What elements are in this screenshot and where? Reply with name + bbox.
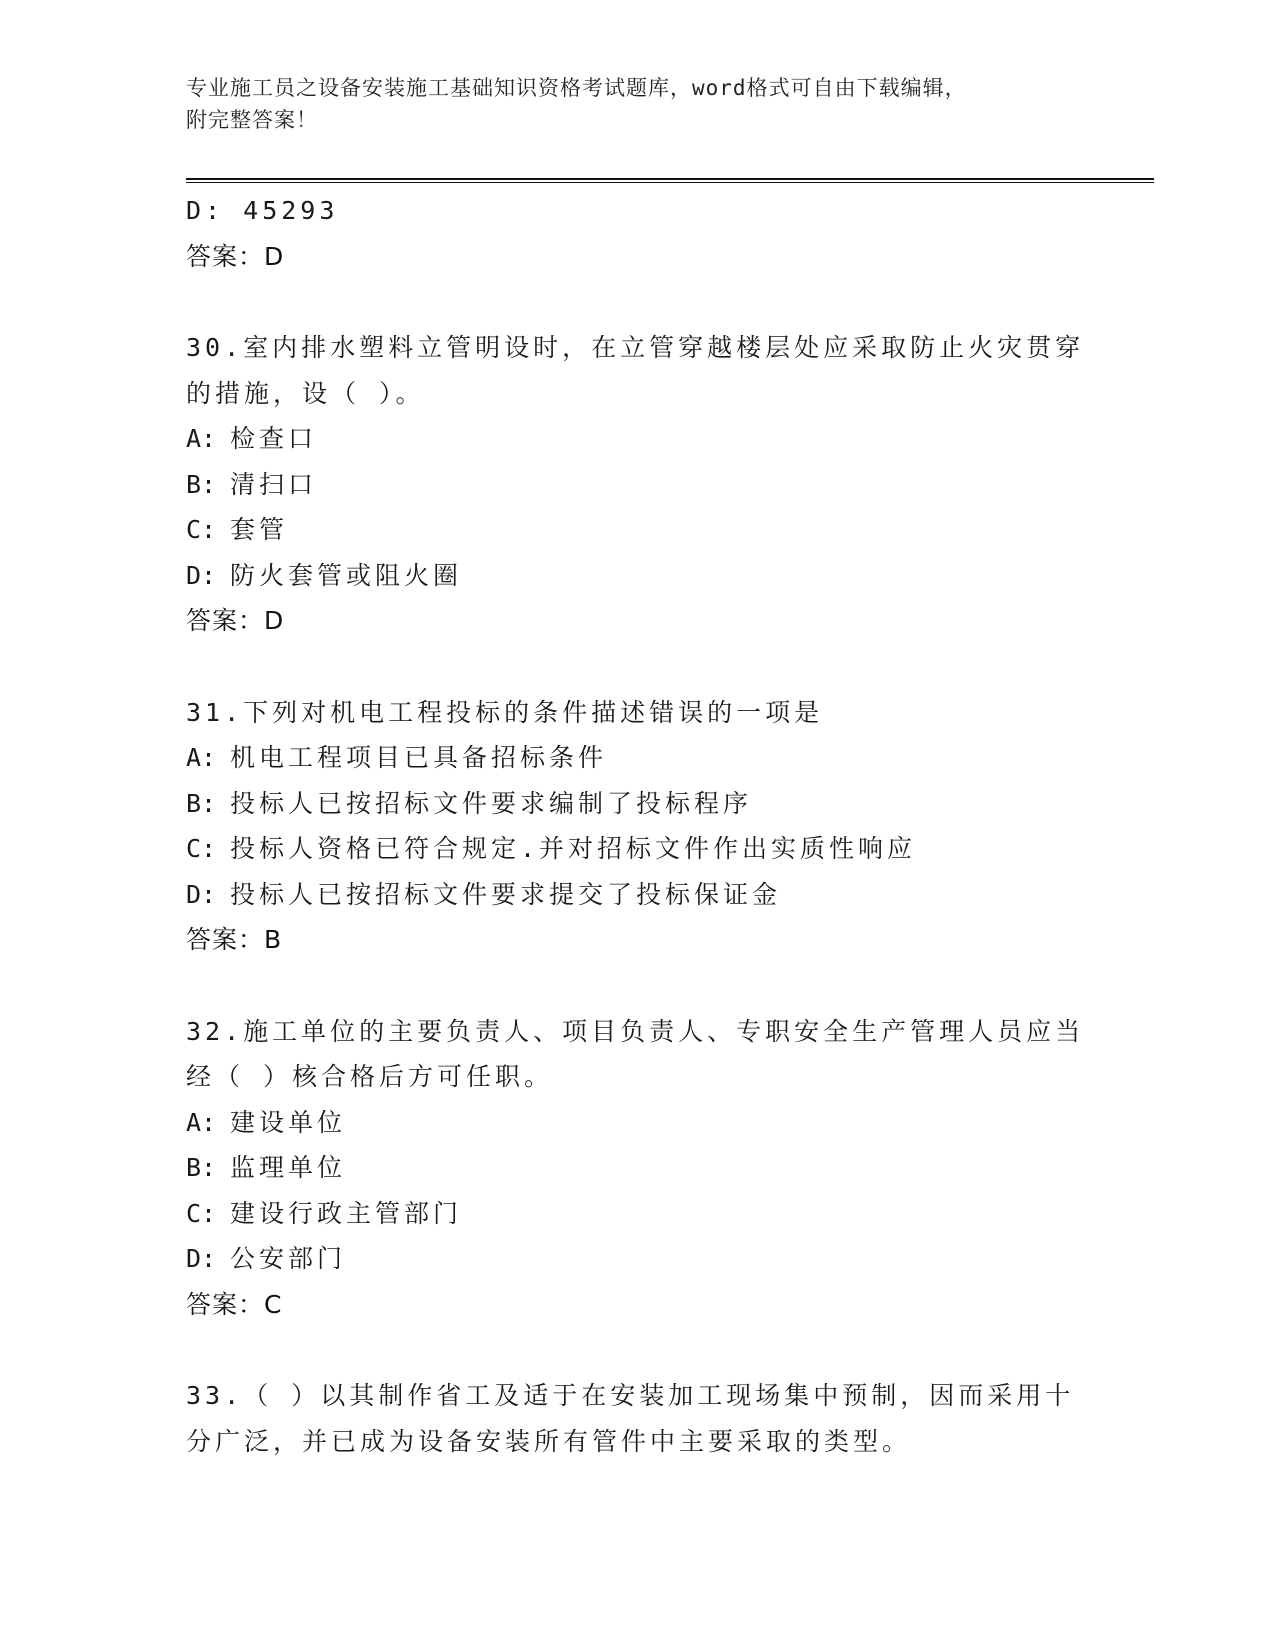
question-block-33 <box>186 1373 1086 1464</box>
option-key: C: <box>186 1198 217 1228</box>
option-text: 公安部门 <box>230 1244 347 1273</box>
question-stem-line: 分广泛，并已成为设备安装所有管件中主要采取的类型。 <box>186 1426 912 1456</box>
answer-line: 答案：D <box>186 606 285 635</box>
header-line-1: 专业施工员之设备安装施工基础知识资格考试题库，word格式可自由下载编辑， <box>186 76 967 100</box>
spacer <box>186 963 1086 1009</box>
option-d <box>186 1236 1086 1282</box>
answer-line: 答案：C <box>186 1289 283 1319</box>
option-text: 检查口 <box>230 424 318 453</box>
option-a <box>186 416 1086 462</box>
option-text: 投标人已按招标文件要求编制了投标程序 <box>230 788 753 818</box>
option-text: 监理单位 <box>230 1153 347 1182</box>
spacer <box>186 279 1086 325</box>
option-d <box>186 553 1086 599</box>
spacer <box>186 1327 1086 1373</box>
question-stem-line: 32.施工单位的主要负责人、项目负责人、专职安全生产管理人员应当 <box>186 1016 1085 1046</box>
question-content <box>186 188 1086 1464</box>
option-key: A: <box>186 1107 217 1137</box>
question-stem-line: 30.室内排水塑料立管明设时，在立管穿越楼层处应采取防止火灾贯穿 <box>186 333 1085 362</box>
option-text: 投标人已按招标文件要求提交了投标保证金 <box>230 879 782 909</box>
option-key: B: <box>186 469 217 499</box>
option-text: 清扫口 <box>230 469 318 499</box>
question-block-30 <box>186 325 1086 644</box>
carryover-answer: 答案：D <box>186 241 285 271</box>
option-a <box>186 1100 1086 1146</box>
question-stem-line: 经（ ）核合格后方可任职。 <box>186 1062 554 1091</box>
answer-line: 答案：B <box>186 925 283 954</box>
option-text: 建设行政主管部门 <box>230 1198 463 1228</box>
carryover-option-d: D: 45293 <box>186 196 339 225</box>
option-key: B: <box>186 1153 217 1182</box>
option-text: 机电工程项目已具备招标条件 <box>230 743 608 772</box>
option-text: 投标人资格已符合规定.并对招标文件作出实质性响应 <box>230 834 917 863</box>
option-b <box>186 462 1086 508</box>
option-key: B: <box>186 788 217 818</box>
header-line-2: 附完整答案！ <box>186 108 318 132</box>
header-divider-thin <box>186 182 1154 183</box>
option-key: D: <box>186 879 217 909</box>
option-c <box>186 826 1086 872</box>
question-block-32 <box>186 1009 1086 1328</box>
spacer <box>186 644 1086 690</box>
option-key: D: <box>186 560 217 590</box>
question-stem-line: 33.（ ）以其制作省工及适于在安装加工现场集中预制，因而采用十 <box>186 1381 1075 1410</box>
option-key: A: <box>186 424 217 453</box>
option-c <box>186 507 1086 553</box>
question-stem-line: 31.下列对机电工程投标的条件描述错误的一项是 <box>186 697 824 727</box>
option-d <box>186 872 1086 918</box>
option-text: 防火套管或阻火圈 <box>230 560 463 590</box>
option-key: A: <box>186 743 217 772</box>
option-text: 建设单位 <box>230 1107 347 1137</box>
option-b <box>186 781 1086 827</box>
header-divider-thick <box>186 178 1154 180</box>
option-c <box>186 1191 1086 1237</box>
option-a <box>186 735 1086 781</box>
document-header <box>186 72 1066 136</box>
option-key: D: <box>186 1244 217 1273</box>
question-block-31 <box>186 690 1086 963</box>
option-b <box>186 1145 1086 1191</box>
option-key: C: <box>186 515 217 544</box>
option-text: 套管 <box>230 515 289 544</box>
question-stem-line: 的措施，设（ ）。 <box>186 378 425 408</box>
option-key: C: <box>186 834 217 863</box>
